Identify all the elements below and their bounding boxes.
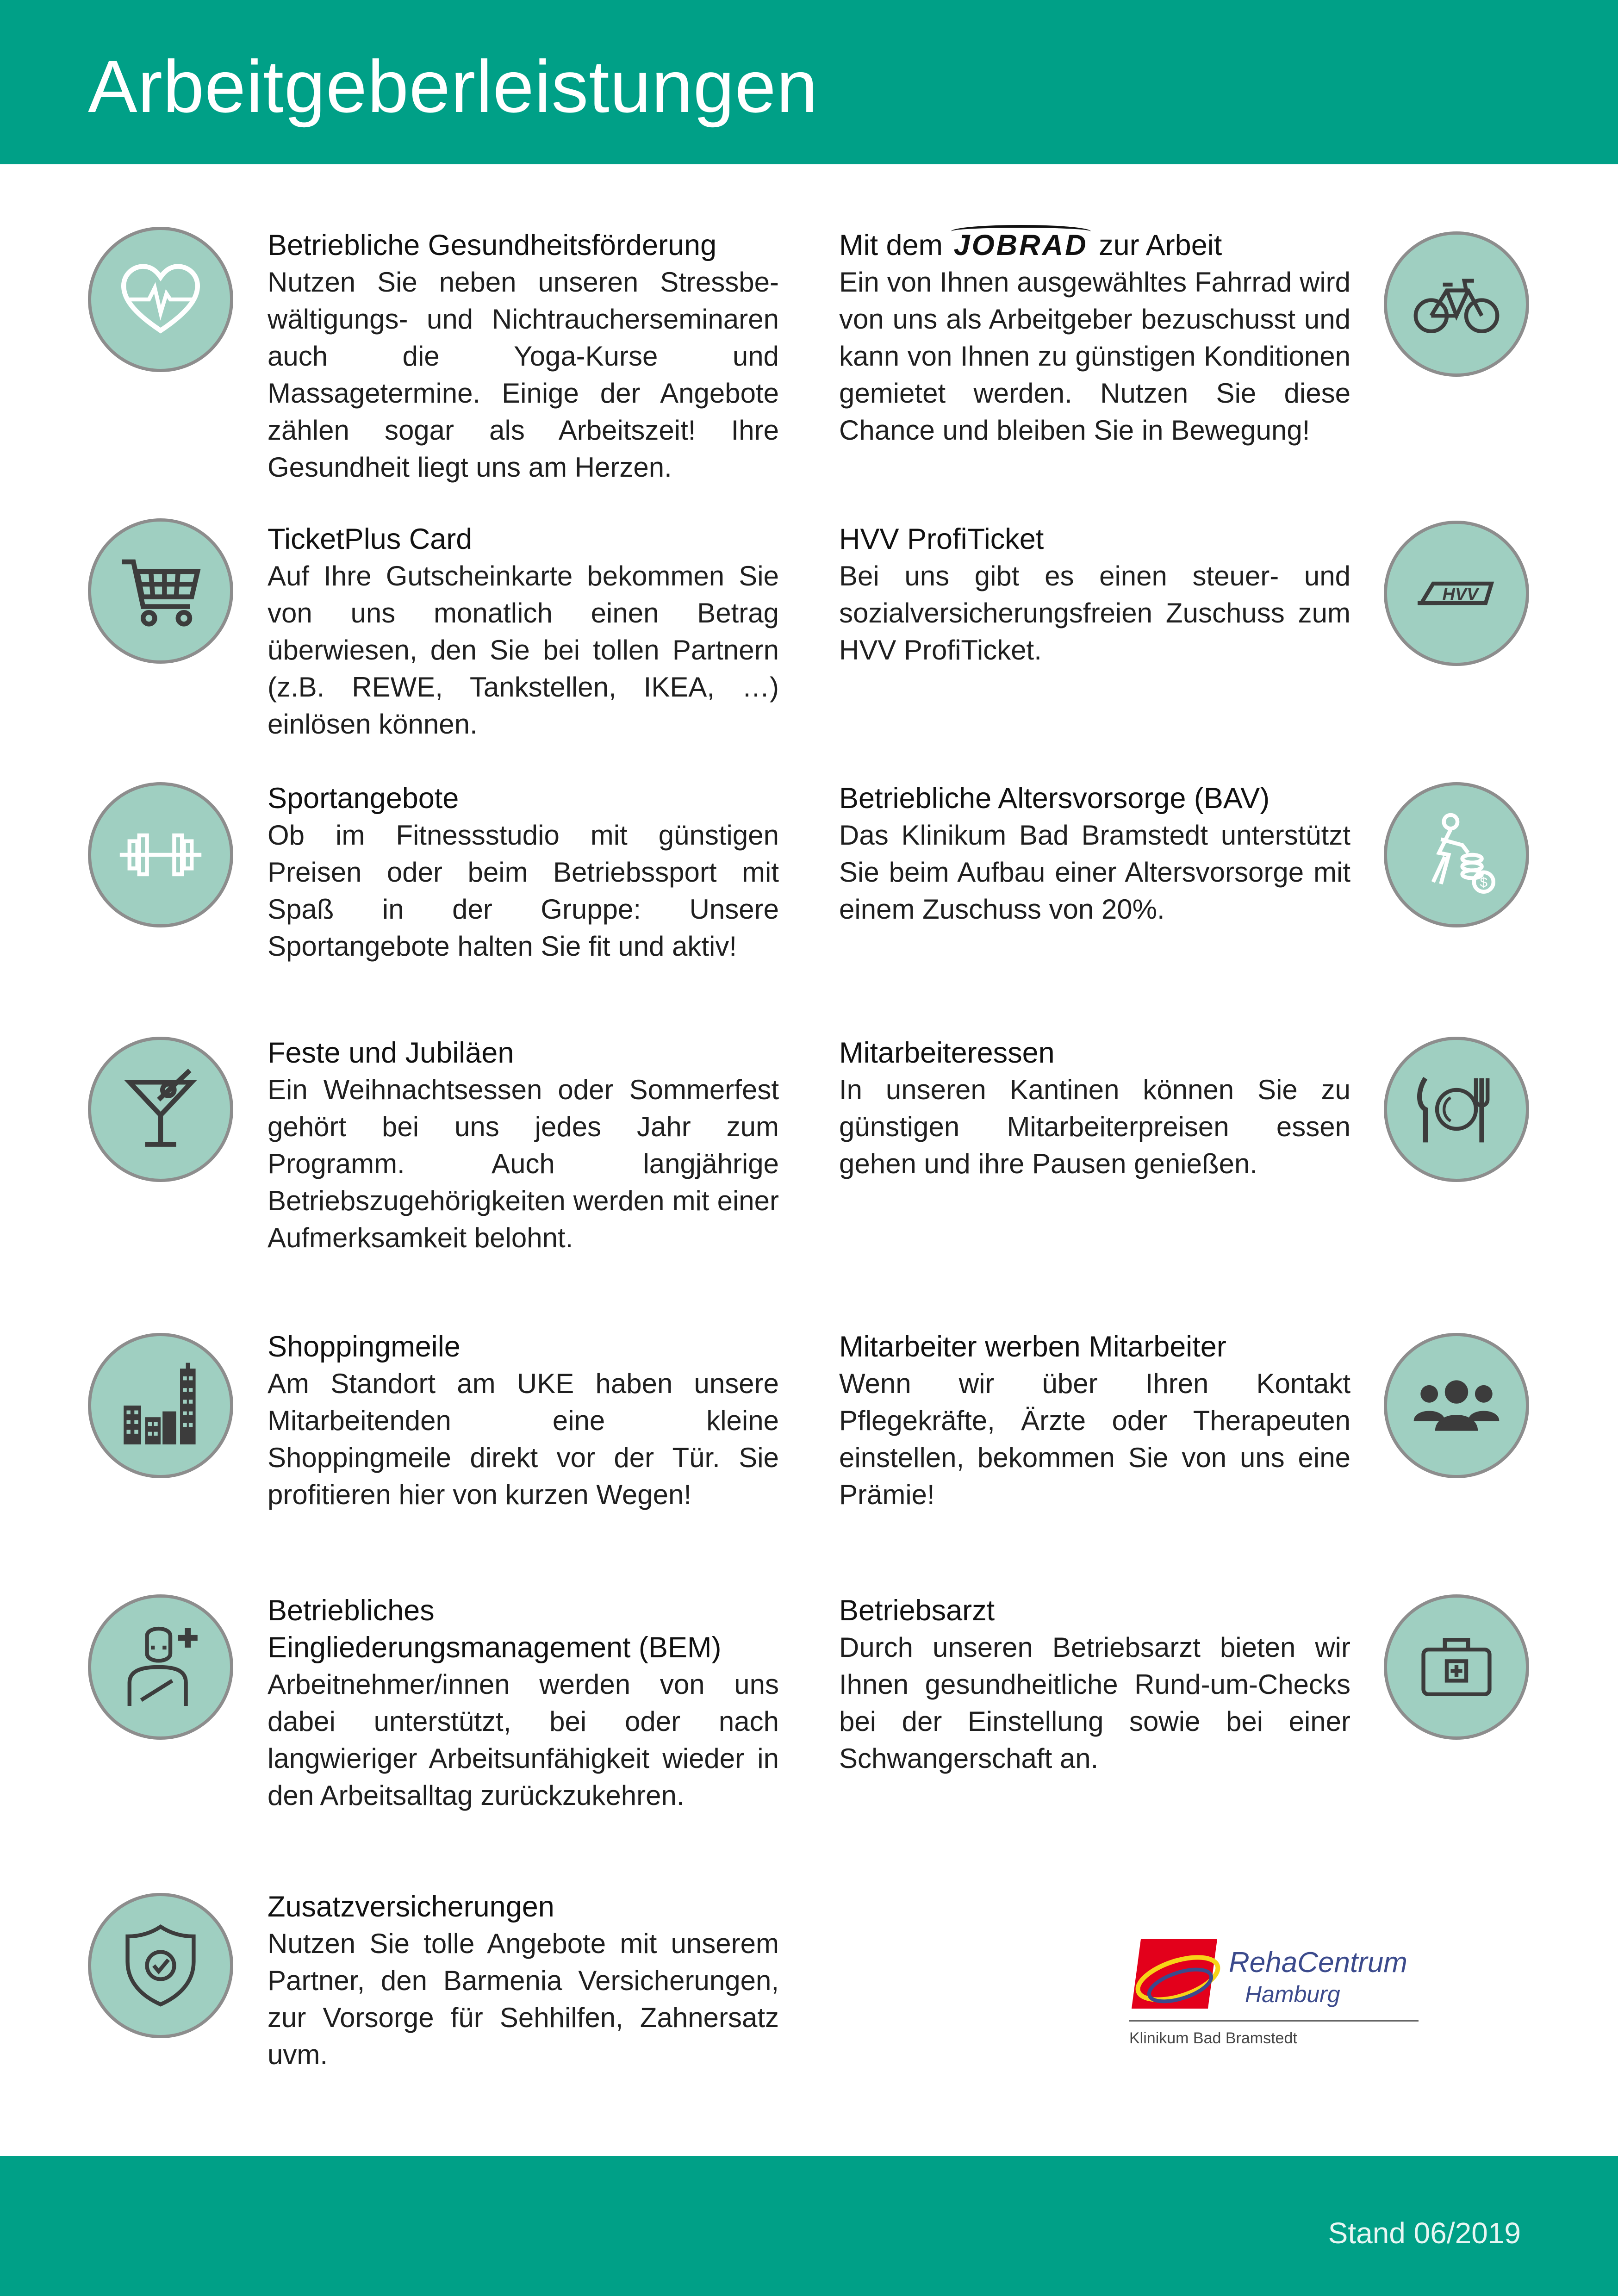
logo-title: RehaCentrum (1229, 1947, 1407, 1979)
benefit-text: Ein von Ihnen ausgewähltes Fahrrad wird von uns als Arbeitgeber bezuschusst und kann von Ihnen zu günstigen Konditionen gemietet werden. Nutzen Sie diese Chance und bleiben Sie in Bewegung! (839, 267, 1350, 446)
benefit-text: In unseren Kantinen können Sie zu günstigen Mitarbeiterpreisen essen gehen und ihre Pausen genießen. (839, 1074, 1350, 1179)
patient-sling-icon (88, 1594, 233, 1740)
title-prefix: Mit dem (839, 229, 943, 261)
benefit-title: Mitarbeiteressen (839, 1037, 1055, 1069)
benefit-werben (839, 1328, 1350, 1513)
svg-text:$: $ (1480, 875, 1487, 890)
group-people-icon (1384, 1333, 1529, 1478)
benefit-jobrad (839, 227, 1350, 449)
header-bar (0, 0, 1618, 164)
city-buildings-icon (88, 1333, 233, 1478)
benefit-gesundheit (268, 227, 779, 486)
benefit-title: Feste und Jubiläen (268, 1037, 514, 1069)
bicycle-icon (1384, 231, 1529, 377)
benefit-title: Betriebliches Eingliederungsmanagement (BEM) (268, 1594, 722, 1664)
benefit-title: Betriebliche Altersvorsorge (BAV) (839, 782, 1270, 815)
logo-subtitle: Hamburg (1245, 1981, 1340, 2007)
benefit-text: Arbeitnehmer/innen werden von uns dabei unterstützt, bei oder nach langwieriger Arbeitsunfähigkeit wieder in den Arbeitsalltag zurückzukehren. (268, 1669, 779, 1811)
rehacentrum-emblem (1129, 1935, 1222, 2013)
logo-divider (1129, 2020, 1419, 2022)
benefit-title: Betriebliche Gesundheitsförderung (268, 229, 717, 261)
logo-clinic-name: Klinikum Bad Bramstedt (1129, 2029, 1297, 2047)
benefit-title (839, 227, 1350, 264)
plate-cutlery-icon (1384, 1037, 1529, 1182)
benefit-title: Sportangebote (268, 782, 459, 815)
first-aid-kit-icon (1384, 1594, 1529, 1740)
benefit-title: Mitarbeiter werben Mitarbeiter (839, 1331, 1226, 1363)
benefit-bav (839, 780, 1350, 928)
hvv-logo-icon (1384, 521, 1529, 666)
page-title: Arbeitgeberleistungen (88, 45, 818, 128)
benefit-text: Auf Ihre Gutscheinkarte bekommen Sie von uns monatlich einen Betrag überwiesen, den Sie bei tollen Partnern (z.B. REWE, Tankstellen, IKEA, …) einlösen können. (268, 560, 779, 740)
benefit-essen (839, 1034, 1350, 1182)
jobrad-logo: JOBRAD (951, 227, 1091, 264)
benefit-feste (268, 1034, 779, 1257)
benefit-text: Ob im Fitnessstudio mit günstigen Preisen oder beim Betriebssport mit Spaß in der Gruppe: Unsere Sportangebote halten Sie fit und aktiv! (268, 820, 779, 962)
cocktail-icon (88, 1037, 233, 1182)
benefit-hvv (839, 521, 1350, 669)
benefit-versicherung (268, 1888, 779, 2073)
rehacentrum-logo (1129, 1935, 1430, 2055)
benefit-text: Nutzen Sie neben unseren Stressbewältigungs- und Nichtraucherseminaren auch die Yoga-Kurse und Massagetermine. Einige der Angebote zählen sogar als Arbeitszeit! Ihre Gesundheit liegt uns am Herzen. (268, 267, 779, 483)
benefit-title: Betriebsarzt (839, 1594, 995, 1627)
heart-pulse-icon (88, 227, 233, 372)
benefit-text: Nutzen Sie tolle Angebote mit unserem Partner, den Barmenia Versicherungen, zur Vorsorge für Sehhilfen, Zahnersatz uvm. (268, 1928, 779, 2070)
benefit-text: Ein Weihnachtsessen oder Sommerfest gehört bei uns jedes Jahr zum Programm. Auch langjährige Betriebszugehörigkeiten werden mit einer Aufmerksamkeit belohnt. (268, 1074, 779, 1253)
benefit-shopping (268, 1328, 779, 1513)
pension-coins-icon (1384, 782, 1529, 927)
benefit-title: Zusatzversicherungen (268, 1891, 554, 1923)
benefit-text: Bei uns gibt es einen steuer- und sozialversicherungsfreien Zuschuss zum HVV ProfiTicket. (839, 560, 1350, 666)
benefit-title: HVV ProfiTicket (839, 523, 1044, 555)
benefit-text: Wenn wir über Ihren Kontakt Pflegekräfte, Ärzte oder Therapeuten einstellen, bekommen Sie von uns eine Prämie! (839, 1368, 1350, 1510)
benefit-text: Durch unseren Betriebsarzt bieten wir Ihnen gesundheitliche Rund-um-Checks bei der Einstellung sowie bei einer Schwangerschaft an. (839, 1632, 1350, 1774)
benefit-text: Das Klinikum Bad Bramstedt unterstützt Sie beim Aufbau einer Altersvorsorge mit einem Zuschuss von 20%. (839, 820, 1350, 925)
benefit-ticketplus (268, 521, 779, 743)
shield-check-icon (88, 1893, 233, 2038)
benefit-sport (268, 780, 779, 965)
benefit-text: Am Standort am UKE haben unsere Mitarbeitenden eine kleine Shoppingmeile direkt vor der Tür. Sie profitieren hier von kurzen Wegen! (268, 1368, 779, 1510)
benefit-title: TicketPlus Card (268, 523, 473, 555)
shopping-cart-icon (88, 518, 233, 664)
footer-date: Stand 06/2019 (1328, 2216, 1521, 2250)
benefit-title: Shoppingmeile (268, 1331, 461, 1363)
benefit-bem (268, 1592, 779, 1814)
footer-bar (0, 2156, 1618, 2296)
title-suffix: zur Arbeit (1099, 229, 1222, 261)
hvv-icon-text: HVV (1442, 585, 1479, 604)
dumbbell-icon (88, 782, 233, 927)
benefit-betriebsarzt (839, 1592, 1350, 1777)
